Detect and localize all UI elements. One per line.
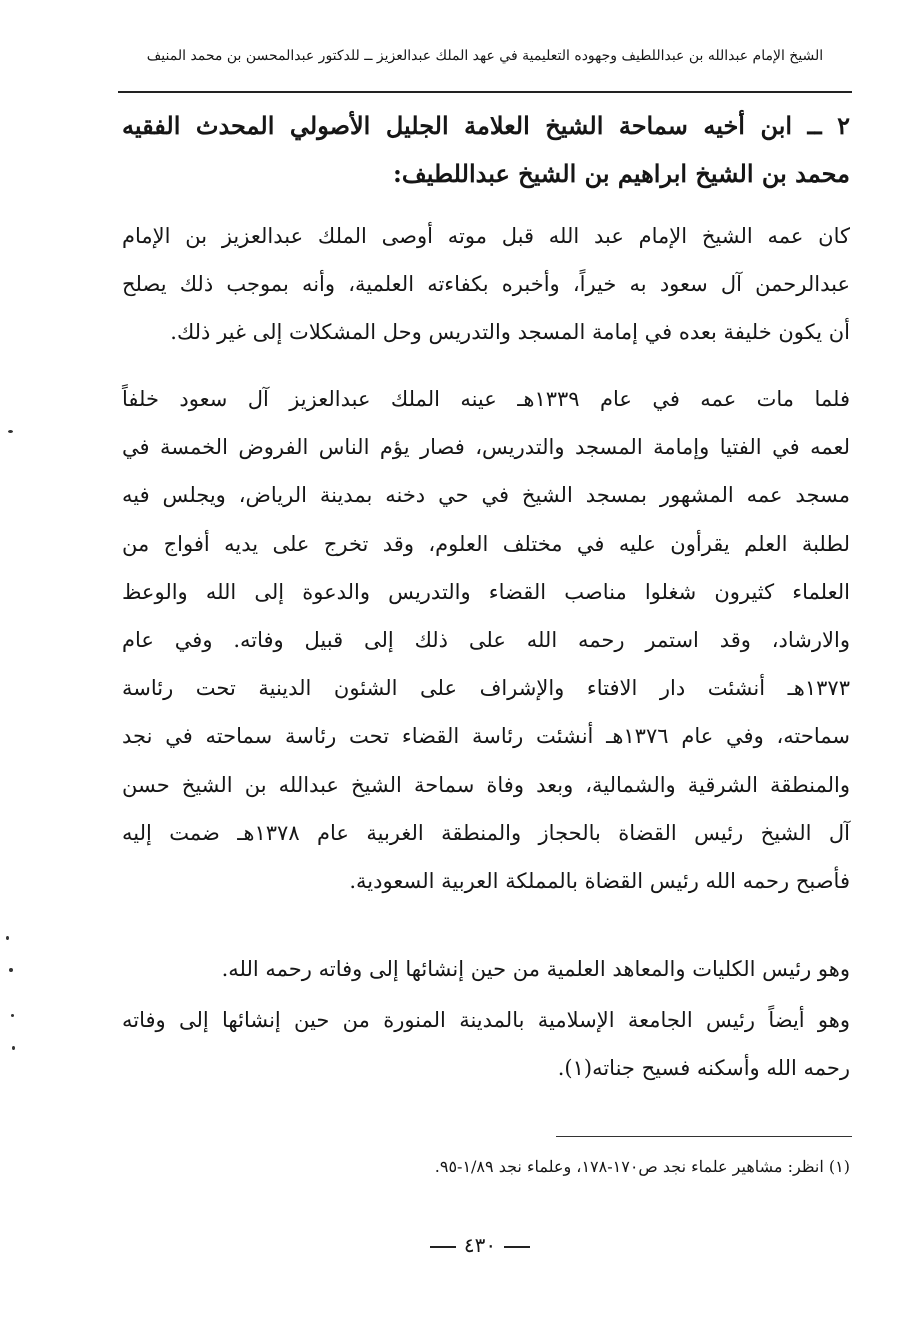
page-number: ٤٣٠ bbox=[463, 1233, 497, 1257]
text-line: كان عمه الشيخ الإمام عبد الله قبل موته أوصى الملك عبدالعزيز بن الإمام bbox=[122, 224, 850, 248]
text-line: والارشاد، وقد استمر رحمه الله على ذلك إلى قبيل وفاته. وفي عام bbox=[122, 628, 850, 653]
page-number-dash bbox=[430, 1246, 456, 1248]
text-line: أن يكون خليفة بعده في إمامة المسجد والتدريس وحل المشكلات إلى غير ذلك. bbox=[170, 320, 850, 345]
heading-line: ٢ ــ ابن أخيه سماحة الشيخ العلامة الجليل الأصولي المحدث الفقيه bbox=[122, 111, 850, 140]
text-line: آل الشيخ رئيس القضاة بالحجاز والمنطقة الغربية عام ١٣٧٨هـ ضمت إليه bbox=[122, 820, 851, 845]
paragraph-2 bbox=[122, 375, 850, 905]
text-line: وهو أيضاً رئيس الجامعة الإسلامية بالمدينة المنورة من حين إنشائها إلى وفاته bbox=[122, 1008, 850, 1032]
heading-line: محمد بن الشيخ ابراهيم بن الشيخ عبداللطيف: bbox=[393, 159, 850, 188]
text-line: عبدالرحمن آل سعود به خيراً، وأخبره بكفاءته العلمية، وأنه بموجب ذلك يصلح bbox=[122, 272, 850, 297]
running-header: الشيخ الإمام عبدالله بن عبداللطيف وجهوده التعليمية في عهد الملك عبدالعزيز ــ للدكتور عبدالمحسن بن محمد المنيف bbox=[146, 48, 824, 64]
text-line: لطلبة العلم يقرأون عليه في مختلف العلوم، وقد تخرج على يديه أفواج من bbox=[122, 531, 850, 556]
text-line: فلما مات عمه في عام ١٣٣٩هـ عينه الملك عبدالعزيز آل سعود خلفاً bbox=[122, 387, 850, 411]
scan-speck bbox=[9, 968, 13, 972]
paragraph-3 bbox=[122, 945, 850, 993]
header-divider bbox=[118, 91, 852, 93]
text-line: لعمه في الفتيا وإمامة المسجد والتدريس، فصار يؤم الناس الفروض الخمسة في bbox=[122, 435, 850, 460]
page-number-block bbox=[400, 1230, 560, 1260]
scan-speck bbox=[8, 430, 13, 433]
text-line: العلماء كثيرون شغلوا مناصب القضاء والتدريس والدعوة إلى الله والوعظ bbox=[122, 579, 850, 604]
scan-speck bbox=[12, 1046, 15, 1050]
text-line: رحمه الله وأسكنه فسيح جناته(١). bbox=[557, 1056, 850, 1081]
text-line: والمنطقة الشرقية والشمالية، وبعد وفاة سماحة الشيخ عبدالله بن الشيخ حسن bbox=[122, 772, 850, 797]
section-heading bbox=[122, 102, 850, 198]
footnote-divider bbox=[556, 1136, 852, 1137]
text-line: سماحته، وفي عام ١٣٧٦هـ أنشئت رئاسة القضاء تحت رئاسة سماحته في نجد bbox=[122, 724, 850, 749]
text-line: ١٣٧٣هـ أنشئت دار الافتاء والإشراف على الشئون الدينية تحت رئاسة bbox=[122, 676, 850, 701]
text-line: فأصبح رحمه الله رئيس القضاة بالمملكة العربية السعودية. bbox=[349, 869, 850, 894]
paragraph-4 bbox=[122, 996, 850, 1092]
scan-speck bbox=[6, 936, 9, 940]
text-line: وهو رئيس الكليات والمعاهد العلمية من حين إنشائها إلى وفاته رحمه الله. bbox=[221, 957, 850, 981]
footnote: (١) انظر: مشاهير علماء نجد ص١٧٠-١٧٨، وعلماء نجد ١/٨٩-٩٥. bbox=[434, 1157, 850, 1176]
paragraph-1 bbox=[122, 212, 850, 357]
text-line: مسجد عمه المشهور بمسجد الشيخ في حي دخنه بمدينة الرياض، ويجلس فيه bbox=[122, 483, 850, 508]
scan-speck bbox=[11, 1014, 14, 1017]
page-number-dash bbox=[504, 1246, 530, 1248]
